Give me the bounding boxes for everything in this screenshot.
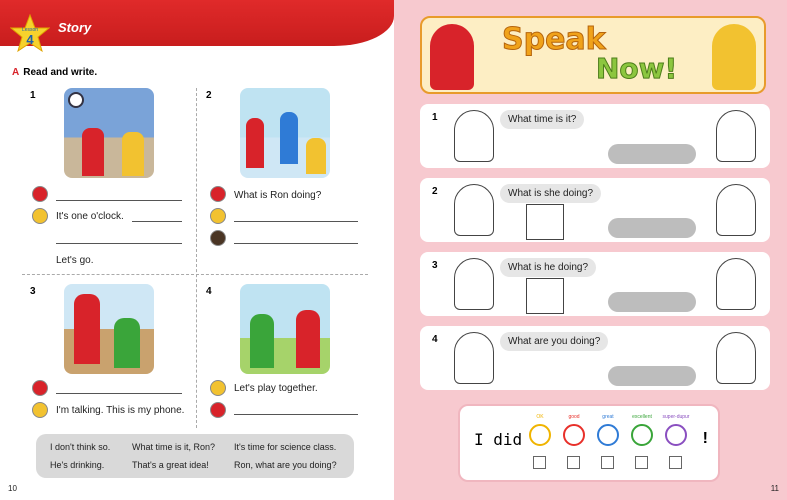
lesson-title: Story bbox=[58, 20, 92, 35]
question-bubble: What is he doing? bbox=[500, 258, 596, 277]
girl-character bbox=[430, 24, 474, 90]
panel-1-number: 1 bbox=[30, 90, 36, 101]
section-heading bbox=[12, 67, 97, 78]
boy-character bbox=[712, 24, 756, 90]
phrase: What time is it, Ron? bbox=[132, 442, 216, 452]
exclamation: ! bbox=[702, 430, 708, 447]
lesson-badge-word: Lesson bbox=[21, 27, 39, 33]
page-number-right: 11 bbox=[770, 484, 779, 493]
smiley-icon bbox=[597, 424, 619, 446]
rating-label: OK bbox=[536, 414, 544, 420]
panel-2-number: 2 bbox=[206, 90, 212, 101]
person-icon bbox=[716, 332, 756, 384]
rating-label: excellent bbox=[632, 414, 652, 420]
rating-label: good bbox=[568, 414, 580, 420]
rating-label: great bbox=[602, 414, 614, 420]
answer-line[interactable] bbox=[132, 221, 182, 222]
panel-3-number: 3 bbox=[30, 286, 36, 297]
answer-line[interactable] bbox=[234, 221, 358, 222]
panel-1-line-4: Let's go. bbox=[56, 255, 94, 266]
rating-checkbox[interactable] bbox=[567, 456, 580, 469]
person-icon bbox=[716, 184, 756, 236]
question-bubble: What time is it? bbox=[500, 110, 584, 129]
panel-2-line-1: What is Ron doing? bbox=[234, 190, 322, 201]
answer-bubble[interactable] bbox=[608, 366, 696, 386]
clock-icon bbox=[68, 92, 84, 108]
smiley-icon bbox=[529, 424, 551, 446]
avatar-girl bbox=[32, 186, 48, 202]
panel-4-number: 4 bbox=[206, 286, 212, 297]
page-number-left: 10 bbox=[8, 484, 17, 493]
phrase: That's a great idea! bbox=[132, 460, 209, 470]
avatar-friend bbox=[210, 230, 226, 246]
dialog-row-4 bbox=[420, 326, 770, 390]
avatar-boy bbox=[32, 208, 48, 224]
panel-3-line-2: I'm talking. This is my phone. bbox=[56, 405, 185, 416]
person-icon bbox=[454, 258, 494, 310]
self-check-box bbox=[458, 404, 720, 482]
answer-line[interactable] bbox=[234, 414, 358, 415]
row-number: 2 bbox=[432, 186, 438, 197]
rating-checkbox[interactable] bbox=[635, 456, 648, 469]
person-icon bbox=[454, 110, 494, 162]
answer-line[interactable] bbox=[56, 393, 182, 394]
section-letter: A bbox=[12, 67, 20, 78]
smiley-icon bbox=[665, 424, 687, 446]
rating-checkbox[interactable] bbox=[601, 456, 614, 469]
phrase-bank bbox=[36, 434, 354, 478]
answer-bubble[interactable] bbox=[608, 218, 696, 238]
panel-divider-horizontal bbox=[22, 274, 368, 275]
rating-checkbox[interactable] bbox=[533, 456, 546, 469]
dialog-row-2 bbox=[420, 178, 770, 242]
question-bubble: What are you doing? bbox=[500, 332, 608, 351]
answer-line[interactable] bbox=[234, 243, 358, 244]
avatar-boy bbox=[32, 402, 48, 418]
phrase: It's time for science class. bbox=[234, 442, 337, 452]
smiley-icon bbox=[631, 424, 653, 446]
phrase: Ron, what are you doing? bbox=[234, 460, 337, 470]
row-number: 1 bbox=[432, 112, 438, 123]
phrase: He's drinking. bbox=[50, 460, 105, 470]
person-icon bbox=[454, 332, 494, 384]
row-number: 4 bbox=[432, 334, 438, 345]
question-bubble: What is she doing? bbox=[500, 184, 601, 203]
person-icon bbox=[716, 110, 756, 162]
picture-cue bbox=[526, 204, 564, 240]
answer-bubble[interactable] bbox=[608, 292, 696, 312]
panel-4-line-1: Let's play together. bbox=[234, 383, 318, 394]
panel-1-line-2: It's one o'clock. bbox=[56, 211, 124, 222]
speak-word: Speak bbox=[502, 22, 606, 57]
rating-checkbox[interactable] bbox=[669, 456, 682, 469]
panel-3-illustration bbox=[64, 284, 154, 374]
panel-divider-vertical bbox=[196, 88, 197, 428]
person-icon bbox=[454, 184, 494, 236]
answer-line[interactable] bbox=[56, 200, 182, 201]
lesson-star-icon bbox=[10, 14, 50, 54]
now-word: Now! bbox=[596, 52, 678, 85]
avatar-girl bbox=[32, 380, 48, 396]
dialog-row-1 bbox=[420, 104, 770, 168]
panel-4-illustration bbox=[240, 284, 330, 374]
rating-label: super-dupur bbox=[662, 414, 690, 420]
avatar-girl bbox=[210, 186, 226, 202]
row-number: 3 bbox=[432, 260, 438, 271]
answer-bubble[interactable] bbox=[608, 144, 696, 164]
dialog-row-3 bbox=[420, 252, 770, 316]
person-icon bbox=[716, 258, 756, 310]
self-check-label: I did bbox=[474, 430, 523, 449]
smiley-icon bbox=[563, 424, 585, 446]
panel-2-illustration bbox=[240, 88, 330, 178]
picture-cue bbox=[526, 278, 564, 314]
section-instruction: Read and write. bbox=[23, 67, 98, 78]
avatar-boy bbox=[210, 208, 226, 224]
avatar-girl bbox=[210, 402, 226, 418]
speak-now-banner bbox=[420, 16, 766, 94]
right-page bbox=[394, 0, 787, 500]
panel-1-illustration bbox=[64, 88, 154, 178]
lesson-badge-number: 4 bbox=[26, 32, 34, 47]
avatar-boy bbox=[210, 380, 226, 396]
answer-line[interactable] bbox=[56, 243, 182, 244]
phrase: I don't think so. bbox=[50, 442, 111, 452]
